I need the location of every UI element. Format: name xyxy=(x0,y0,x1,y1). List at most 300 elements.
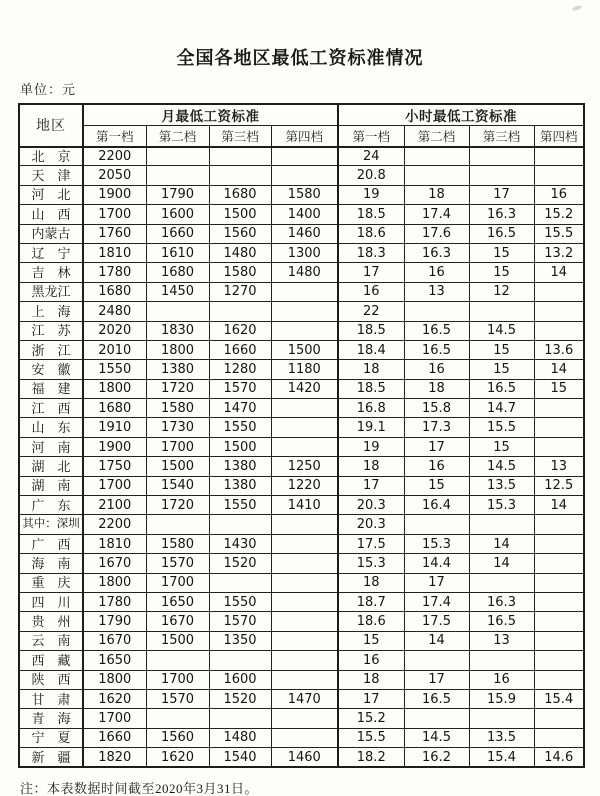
month-value-cell xyxy=(271,592,338,611)
month-value-cell: 1580 xyxy=(146,534,209,553)
hour-value-cell: 16 xyxy=(469,670,534,689)
wage-table xyxy=(18,103,585,768)
hour-value-cell: 13.5 xyxy=(469,476,534,495)
hour-value-cell xyxy=(469,147,534,166)
table-row xyxy=(19,340,584,359)
month-value-cell: 1400 xyxy=(271,205,338,224)
unit-label: 单位：元 xyxy=(20,82,77,97)
month-value-cell: 1420 xyxy=(271,379,338,398)
month-value-cell: 1500 xyxy=(146,457,209,476)
month-value-cell: 1910 xyxy=(83,418,146,437)
hour-value-cell xyxy=(469,166,534,185)
table-row xyxy=(19,418,584,437)
region-cell: 黑龙江 xyxy=(19,282,83,301)
month-value-cell: 1540 xyxy=(146,476,209,495)
month-value-cell: 1300 xyxy=(271,243,338,262)
region-cell: 内蒙古 xyxy=(19,224,83,243)
table-row xyxy=(19,748,584,767)
month-value-cell: 1250 xyxy=(271,457,338,476)
month-value-cell xyxy=(146,709,209,728)
hour-value-cell: 17 xyxy=(404,437,469,456)
month-value-cell: 1600 xyxy=(209,670,271,689)
month-value-cell: 1550 xyxy=(209,592,271,611)
month-value-cell: 1700 xyxy=(146,670,209,689)
month-value-cell xyxy=(146,147,209,166)
month-value-cell: 1800 xyxy=(83,670,146,689)
table-row xyxy=(19,496,584,515)
month-value-cell: 1720 xyxy=(146,496,209,515)
hour-value-cell: 17 xyxy=(404,670,469,689)
hour-value-cell: 17.5 xyxy=(338,534,404,553)
region-cell: 江 苏 xyxy=(19,321,83,340)
month-value-cell: 1780 xyxy=(83,263,146,282)
page-title: 全国各地区最低工资标准情况 xyxy=(176,48,424,68)
month-value-cell xyxy=(271,515,338,534)
month-value-cell: 1470 xyxy=(271,689,338,708)
month-value-cell: 1900 xyxy=(83,437,146,456)
month-value-cell: 1660 xyxy=(209,340,271,359)
month-value-cell: 1570 xyxy=(209,612,271,631)
month-value-cell xyxy=(209,573,271,592)
table-row xyxy=(19,457,584,476)
month-value-cell xyxy=(209,651,271,670)
region-cell: 吉 林 xyxy=(19,263,83,282)
hour-value-cell: 16.5 xyxy=(404,321,469,340)
hour-value-cell: 14 xyxy=(534,496,584,515)
hour-value-cell xyxy=(534,728,584,747)
month-value-cell: 1450 xyxy=(146,282,209,301)
hour-value-cell: 17.6 xyxy=(404,224,469,243)
hour-value-cell: 15 xyxy=(469,360,534,379)
table-row xyxy=(19,534,584,553)
table-row xyxy=(19,554,584,573)
month-value-cell: 1500 xyxy=(209,205,271,224)
region-cell: 北 京 xyxy=(19,147,83,166)
table-row xyxy=(19,147,584,166)
month-value-cell: 1670 xyxy=(146,612,209,631)
month-tier-header: 第三档 xyxy=(209,126,271,147)
table-row xyxy=(19,379,584,398)
hour-value-cell: 14.5 xyxy=(404,728,469,747)
hour-value-cell: 16.8 xyxy=(338,399,404,418)
region-cell: 辽 宁 xyxy=(19,243,83,262)
hour-value-cell: 17 xyxy=(469,185,534,204)
month-value-cell: 1750 xyxy=(83,457,146,476)
month-value-cell xyxy=(271,612,338,631)
hour-value-cell: 15.5 xyxy=(338,728,404,747)
hour-value-cell: 16.5 xyxy=(469,379,534,398)
month-value-cell: 1670 xyxy=(83,554,146,573)
hour-value-cell xyxy=(534,437,584,456)
month-value-cell: 1480 xyxy=(209,728,271,747)
table-row xyxy=(19,205,584,224)
hour-value-cell: 18.5 xyxy=(338,205,404,224)
month-value-cell: 1550 xyxy=(209,418,271,437)
hour-value-cell: 15 xyxy=(469,263,534,282)
month-value-cell xyxy=(271,321,338,340)
table-row xyxy=(19,631,584,650)
month-value-cell: 1810 xyxy=(83,243,146,262)
hour-value-cell: 18.5 xyxy=(338,379,404,398)
hour-value-cell: 14 xyxy=(469,534,534,553)
month-value-cell xyxy=(271,573,338,592)
hour-value-cell: 14.5 xyxy=(469,321,534,340)
hour-value-cell xyxy=(469,573,534,592)
header-tier-row xyxy=(19,126,584,147)
hour-value-cell xyxy=(469,709,534,728)
month-value-cell: 1460 xyxy=(271,748,338,767)
hour-value-cell: 20.3 xyxy=(338,496,404,515)
table-row xyxy=(19,437,584,456)
month-value-cell: 1570 xyxy=(146,689,209,708)
region-cell: 湖 北 xyxy=(19,457,83,476)
hour-value-cell: 18 xyxy=(404,379,469,398)
hour-value-cell: 15.5 xyxy=(534,224,584,243)
month-value-cell: 1780 xyxy=(83,592,146,611)
hour-value-cell: 16.5 xyxy=(469,612,534,631)
hour-value-cell xyxy=(534,515,584,534)
hour-value-cell: 15 xyxy=(469,437,534,456)
hour-value-cell: 18.2 xyxy=(338,748,404,767)
month-group-header: 月最低工资标准 xyxy=(83,104,338,126)
hour-tier-header: 第四档 xyxy=(534,126,584,147)
hour-value-cell: 12.5 xyxy=(534,476,584,495)
hour-value-cell: 18 xyxy=(404,185,469,204)
hour-value-cell xyxy=(404,302,469,321)
month-value-cell: 1650 xyxy=(146,592,209,611)
region-cell: 云 南 xyxy=(19,631,83,650)
month-value-cell xyxy=(271,166,338,185)
header-group-row xyxy=(19,104,584,126)
hour-group-header: 小时最低工资标准 xyxy=(338,104,584,126)
hour-value-cell: 15.3 xyxy=(404,534,469,553)
region-cell: 安 徽 xyxy=(19,360,83,379)
month-value-cell: 1610 xyxy=(146,243,209,262)
table-row xyxy=(19,670,584,689)
region-cell: 青 海 xyxy=(19,709,83,728)
table-row xyxy=(19,360,584,379)
month-value-cell xyxy=(271,651,338,670)
table-body xyxy=(19,147,584,768)
month-value-cell: 1550 xyxy=(83,360,146,379)
month-value-cell xyxy=(209,166,271,185)
month-value-cell: 1810 xyxy=(83,534,146,553)
hour-value-cell: 17 xyxy=(338,263,404,282)
hour-value-cell xyxy=(534,534,584,553)
month-tier-header: 第二档 xyxy=(146,126,209,147)
month-tier-header: 第一档 xyxy=(83,126,146,147)
month-value-cell: 1570 xyxy=(209,379,271,398)
month-value-cell: 1680 xyxy=(83,399,146,418)
hour-value-cell xyxy=(534,592,584,611)
hour-value-cell: 14.5 xyxy=(469,457,534,476)
hour-value-cell: 16 xyxy=(404,457,469,476)
hour-value-cell: 15.4 xyxy=(534,689,584,708)
month-value-cell: 1480 xyxy=(271,263,338,282)
region-cell: 四 川 xyxy=(19,592,83,611)
month-value-cell: 1500 xyxy=(271,340,338,359)
hour-value-cell xyxy=(534,554,584,573)
region-cell: 贵 州 xyxy=(19,612,83,631)
month-value-cell: 1720 xyxy=(146,379,209,398)
hour-value-cell: 15 xyxy=(404,476,469,495)
hour-value-cell: 16.4 xyxy=(404,496,469,515)
region-cell: 海 南 xyxy=(19,554,83,573)
hour-value-cell: 16 xyxy=(534,185,584,204)
table-row xyxy=(19,651,584,670)
hour-value-cell xyxy=(534,302,584,321)
hour-value-cell: 14 xyxy=(469,554,534,573)
hour-tier-header: 第一档 xyxy=(338,126,404,147)
hour-value-cell: 16.3 xyxy=(469,592,534,611)
hour-tier-header: 第三档 xyxy=(469,126,534,147)
hour-value-cell: 15.9 xyxy=(469,689,534,708)
month-value-cell: 1500 xyxy=(209,437,271,456)
hour-value-cell: 15 xyxy=(534,379,584,398)
month-value-cell xyxy=(271,399,338,418)
month-value-cell: 2200 xyxy=(83,515,146,534)
month-value-cell: 1680 xyxy=(209,185,271,204)
footer-note: 注：本表数据时间截至2020年3月31日。 xyxy=(20,781,259,796)
month-value-cell xyxy=(271,554,338,573)
hour-value-cell: 16.5 xyxy=(469,224,534,243)
hour-value-cell: 15.3 xyxy=(338,554,404,573)
month-value-cell xyxy=(271,534,338,553)
hour-value-cell: 19 xyxy=(338,185,404,204)
hour-value-cell xyxy=(469,515,534,534)
table-row xyxy=(19,476,584,495)
month-value-cell: 1830 xyxy=(146,321,209,340)
hour-value-cell: 14 xyxy=(534,360,584,379)
month-value-cell: 1660 xyxy=(146,224,209,243)
table-row xyxy=(19,185,584,204)
hour-value-cell: 18.7 xyxy=(338,592,404,611)
hour-value-cell xyxy=(534,166,584,185)
month-value-cell xyxy=(271,147,338,166)
hour-value-cell xyxy=(534,670,584,689)
month-value-cell: 1470 xyxy=(209,399,271,418)
month-tier-header: 第四档 xyxy=(271,126,338,147)
hour-value-cell: 15.2 xyxy=(534,205,584,224)
month-value-cell: 1900 xyxy=(83,185,146,204)
hour-value-cell: 15.5 xyxy=(469,418,534,437)
hour-value-cell: 16.3 xyxy=(469,205,534,224)
hour-value-cell: 16 xyxy=(404,360,469,379)
table-row xyxy=(19,224,584,243)
month-value-cell xyxy=(271,728,338,747)
hour-value-cell xyxy=(534,399,584,418)
hour-value-cell: 18.6 xyxy=(338,612,404,631)
hour-value-cell: 20.3 xyxy=(338,515,404,534)
month-value-cell: 1620 xyxy=(83,689,146,708)
month-value-cell xyxy=(209,302,271,321)
table-row xyxy=(19,243,584,262)
hour-value-cell: 13 xyxy=(469,631,534,650)
month-value-cell: 1380 xyxy=(209,476,271,495)
month-value-cell xyxy=(271,302,338,321)
month-value-cell: 1800 xyxy=(83,573,146,592)
hour-value-cell: 15.8 xyxy=(404,399,469,418)
month-value-cell: 1380 xyxy=(146,360,209,379)
month-value-cell: 1380 xyxy=(209,457,271,476)
month-value-cell: 1580 xyxy=(271,185,338,204)
region-cell: 上 海 xyxy=(19,302,83,321)
month-value-cell xyxy=(209,147,271,166)
hour-value-cell: 14.7 xyxy=(469,399,534,418)
region-cell: 福 建 xyxy=(19,379,83,398)
month-value-cell xyxy=(271,631,338,650)
region-cell: 新 疆 xyxy=(19,748,83,767)
month-value-cell: 1820 xyxy=(83,748,146,767)
table-row xyxy=(19,728,584,747)
hour-value-cell: 15 xyxy=(469,340,534,359)
table-row xyxy=(19,302,584,321)
table-row xyxy=(19,612,584,631)
month-value-cell xyxy=(209,709,271,728)
hour-value-cell: 15 xyxy=(338,631,404,650)
hour-value-cell xyxy=(534,631,584,650)
hour-value-cell xyxy=(534,147,584,166)
table-row xyxy=(19,689,584,708)
hour-value-cell: 17.3 xyxy=(404,418,469,437)
hour-value-cell xyxy=(534,651,584,670)
month-value-cell: 1520 xyxy=(209,689,271,708)
hour-value-cell: 15.2 xyxy=(338,709,404,728)
month-value-cell: 1180 xyxy=(271,360,338,379)
month-value-cell: 1560 xyxy=(146,728,209,747)
month-value-cell: 1580 xyxy=(209,263,271,282)
hour-value-cell: 17 xyxy=(338,689,404,708)
hour-value-cell xyxy=(404,709,469,728)
region-cell: 其中：深圳 xyxy=(19,515,83,534)
hour-value-cell: 16 xyxy=(338,651,404,670)
month-value-cell: 1500 xyxy=(146,631,209,650)
region-header-cell: 地区 xyxy=(19,104,83,147)
month-value-cell: 1800 xyxy=(83,379,146,398)
hour-value-cell xyxy=(534,709,584,728)
month-value-cell xyxy=(271,437,338,456)
region-cell: 西 藏 xyxy=(19,651,83,670)
hour-value-cell xyxy=(534,612,584,631)
table-row xyxy=(19,515,584,534)
hour-value-cell xyxy=(404,515,469,534)
hour-value-cell: 20.8 xyxy=(338,166,404,185)
hour-value-cell: 14.4 xyxy=(404,554,469,573)
month-value-cell: 1680 xyxy=(83,282,146,301)
hour-value-cell: 16.2 xyxy=(404,748,469,767)
hour-value-cell: 13.6 xyxy=(534,340,584,359)
month-value-cell: 1600 xyxy=(146,205,209,224)
hour-value-cell: 19 xyxy=(338,437,404,456)
table-row xyxy=(19,282,584,301)
table-row xyxy=(19,321,584,340)
hour-value-cell: 12 xyxy=(469,282,534,301)
region-cell: 陕 西 xyxy=(19,670,83,689)
region-cell: 甘 肃 xyxy=(19,689,83,708)
region-cell: 山 西 xyxy=(19,205,83,224)
hour-value-cell: 15.4 xyxy=(469,748,534,767)
hour-value-cell: 14 xyxy=(404,631,469,650)
month-value-cell: 1700 xyxy=(83,476,146,495)
hour-value-cell xyxy=(534,282,584,301)
month-value-cell: 1670 xyxy=(83,631,146,650)
hour-value-cell xyxy=(469,651,534,670)
region-cell: 山 东 xyxy=(19,418,83,437)
table-row xyxy=(19,399,584,418)
month-value-cell: 1620 xyxy=(209,321,271,340)
table-row xyxy=(19,573,584,592)
hour-value-cell: 16 xyxy=(404,263,469,282)
hour-value-cell: 13.2 xyxy=(534,243,584,262)
month-value-cell: 1700 xyxy=(146,437,209,456)
month-value-cell: 1280 xyxy=(209,360,271,379)
hour-value-cell xyxy=(404,147,469,166)
region-cell: 河 北 xyxy=(19,185,83,204)
month-value-cell: 1220 xyxy=(271,476,338,495)
month-value-cell xyxy=(271,282,338,301)
hour-value-cell: 16.3 xyxy=(404,243,469,262)
month-value-cell: 1730 xyxy=(146,418,209,437)
hour-value-cell xyxy=(404,651,469,670)
month-value-cell: 2050 xyxy=(83,166,146,185)
hour-value-cell: 17.5 xyxy=(404,612,469,631)
month-value-cell: 1760 xyxy=(83,224,146,243)
month-value-cell xyxy=(271,709,338,728)
hour-value-cell: 16 xyxy=(338,282,404,301)
month-value-cell: 2020 xyxy=(83,321,146,340)
hour-value-cell: 16.5 xyxy=(404,689,469,708)
hour-value-cell: 14.6 xyxy=(534,748,584,767)
hour-value-cell: 15.3 xyxy=(469,496,534,515)
region-cell: 浙 江 xyxy=(19,340,83,359)
region-cell: 天 津 xyxy=(19,166,83,185)
month-value-cell xyxy=(271,670,338,689)
month-value-cell: 1460 xyxy=(271,224,338,243)
hour-tier-header: 第二档 xyxy=(404,126,469,147)
month-value-cell xyxy=(271,418,338,437)
month-value-cell: 1700 xyxy=(146,573,209,592)
hour-value-cell xyxy=(469,302,534,321)
region-cell: 河 南 xyxy=(19,437,83,456)
region-cell: 江 西 xyxy=(19,399,83,418)
month-value-cell: 1580 xyxy=(146,399,209,418)
month-value-cell: 1700 xyxy=(83,709,146,728)
month-value-cell: 2480 xyxy=(83,302,146,321)
month-value-cell: 2010 xyxy=(83,340,146,359)
hour-value-cell: 15 xyxy=(469,243,534,262)
hour-value-cell: 17.4 xyxy=(404,592,469,611)
region-cell: 重 庆 xyxy=(19,573,83,592)
hour-value-cell xyxy=(534,573,584,592)
hour-value-cell: 18.4 xyxy=(338,340,404,359)
month-value-cell: 1480 xyxy=(209,243,271,262)
month-value-cell: 1520 xyxy=(209,554,271,573)
month-value-cell: 1800 xyxy=(146,340,209,359)
month-value-cell xyxy=(146,515,209,534)
table-row xyxy=(19,263,584,282)
month-value-cell xyxy=(146,651,209,670)
month-value-cell: 1550 xyxy=(209,496,271,515)
hour-value-cell: 19.1 xyxy=(338,418,404,437)
hour-value-cell: 13 xyxy=(534,457,584,476)
month-value-cell: 1560 xyxy=(209,224,271,243)
region-cell: 广 西 xyxy=(19,534,83,553)
month-value-cell: 1570 xyxy=(146,554,209,573)
hour-value-cell: 17 xyxy=(338,476,404,495)
month-value-cell xyxy=(209,515,271,534)
hour-value-cell xyxy=(534,418,584,437)
hour-value-cell: 17 xyxy=(404,573,469,592)
